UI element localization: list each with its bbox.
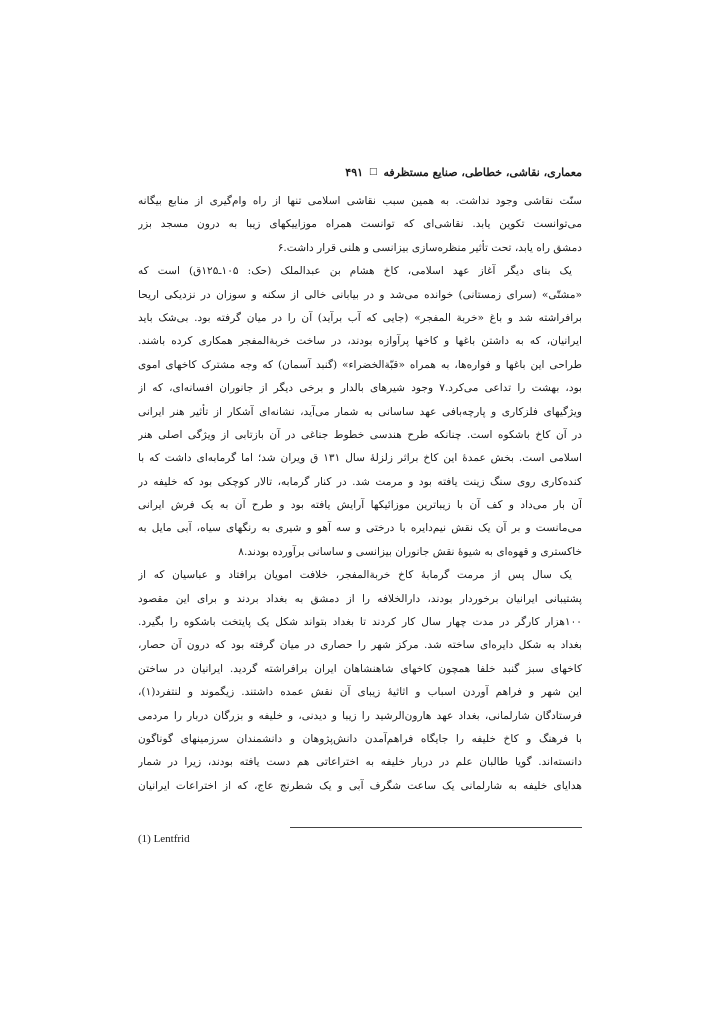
- text-line: ایرانیان، که به داشتن باغها و کاخها پرآوازه بودند، در ساخت خربةالمفجر همکاری کرده باشند.: [138, 335, 582, 348]
- footnote-divider: [290, 827, 582, 828]
- footnote: (1) Lentfrid: [138, 833, 190, 845]
- text-line: کنده‌کاری روی سنگ زینت یافته بود و مرمت شد. در کنار گرمابه، تالار کوچکی بود که خلیفه در: [138, 475, 582, 488]
- text-line: دمشق راه یابد، تحت تأثیر منظره‌سازی بیزانسی و هلنی قرار داشت.۶: [277, 241, 582, 254]
- text-line: سنّت نقاشی وجود نداشت. به همین سبب نقاشی اسلامی تنها از راه وام‌گیری از منابع بیگانه: [138, 195, 582, 207]
- text-line: آن بار می‌داد و کف آن با زیباترین موزائیکها آرایش یافته بود و طرح آن به یک فرش ایرانی: [138, 499, 582, 512]
- text-line: دانسته‌اند. گویا طالبان علم در دربار خلیفه به اختراعاتی هم دست یافته بودند، زیرا در شمار: [138, 756, 582, 769]
- text-line: کاخهای سبز گنبد خلفا همچون کاخهای شاهنشاهان ایران برافراشته گردید. ایرانیان در ساختن: [138, 662, 582, 675]
- text-line: بود، بهشت را تداعی می‌کرد.۷ وجود شیرهای بالدار و برخی دیگر از جانوران افسانه‌ای، که از: [138, 382, 582, 395]
- text-line: پشتیبانی ایرانیان برخوردار بودند، دارالخلافه را از دمشق به بغداد بردند و برای این مقصود: [138, 592, 582, 605]
- text-line: فرستادگان شارلمانی، بغداد عهد هارون‌الرشید را زیبا و دیدنی، و خلیفه و بزرگان دربار را مردمی: [138, 709, 582, 722]
- text-line: بغداد به شکل دایره‌ای ساخته شد. مرکز شهر را حصاری در میان گرفته بود که درون آن حصار،: [138, 639, 582, 652]
- running-header: [138, 162, 582, 182]
- text-line: این شهر و فراهم آوردن اسباب و اثاثیهٔ زیبای آن نقش عمده داشتند. زیگموند و لنتفرد(۱)،: [138, 686, 582, 699]
- text-line: با فرهنگ و کاخ خلیفه را جایگاه فراهم‌آمدن دانش‌پژوهان و دانشمندان سرزمینهای گوناگون: [138, 732, 582, 745]
- text-line: اسلامی است. بخش عمدهٔ این کاخ براثر زلزلهٔ سال ۱۳۱ ق ویران شد؛ اما گرمابه‌ای داشت که با: [138, 452, 582, 465]
- text-line: یک سال پس از مرمت گرمابهٔ کاخ خربةالمفجر، خلافت امویان برافتاد و عباسیان که از: [138, 569, 572, 582]
- text-line: می‌مانست و بر آن یک نقش نیم‌دایره با درختی و سه آهو و شیری به رنگهای سیاه، آبی مایل به: [138, 522, 582, 535]
- text-line: ۱۰۰هزار کارگر در مدت چهار سال کار کردند تا بغداد بتواند شکل یک پایتخت باشکوه را بگیرد.: [138, 616, 582, 629]
- text-line: طراحی این باغها و فواره‌ها، به همراه «قبّةالخضراء» (گنبد آسمان) که وجه مشترک کاخهای اموی: [138, 358, 582, 371]
- body-text: [138, 190, 582, 798]
- header-title: معماری، نقاشی، خطاطی، صنایع مستظرفه: [383, 165, 582, 179]
- page-number: ۴۹۱: [345, 165, 364, 179]
- text-line: می‌توانست تکوین یابد. نقاشی‌ای که توانست همراه موزاییکهای زیبا به درون مسجد بزر: [138, 218, 582, 231]
- text-line: برافراشته شد و باغ «خربة المفجر» (جایی که آب برآید) آن را در میان گرفته بود. بی‌شک باید: [138, 311, 582, 324]
- text-line: در آن کاخ باشکوه است. چنانکه طرح هندسی خطوط جناغی در آن بازتابی از ویژگی اصلی هنر: [138, 428, 582, 441]
- header-separator: □: [369, 167, 378, 177]
- text-line: ویژگیهای فلزکاری و پارچه‌بافی عهد ساسانی به شمار می‌آید، نشانه‌ای آشکار از تأثیر هنر ایرانی: [138, 405, 582, 418]
- text-line: یک بنای دیگر آغاز عهد اسلامی، کاخ هشام بن عبدالملک (حک: ۱۰۵ـ۱۲۵ق) است که: [138, 265, 572, 278]
- text-line: خاکستری و قهوه‌ای به شیوهٔ نقش جانوران بیزانسی و ساسانی برآورده بودند.۸: [238, 545, 582, 558]
- text-line: «مشتّی» (سرای زمستانی) خوانده می‌شد و در بیابانی خالی از سکنه و سوزان در نزدیکی اریحا: [138, 288, 582, 301]
- text-line: هدایای خلیفه به شارلمانی یک ساعت شگرف آبی و یک شطرنج عاج، که از اختراعات ایرانیان: [138, 779, 582, 792]
- book-page: [138, 150, 582, 910]
